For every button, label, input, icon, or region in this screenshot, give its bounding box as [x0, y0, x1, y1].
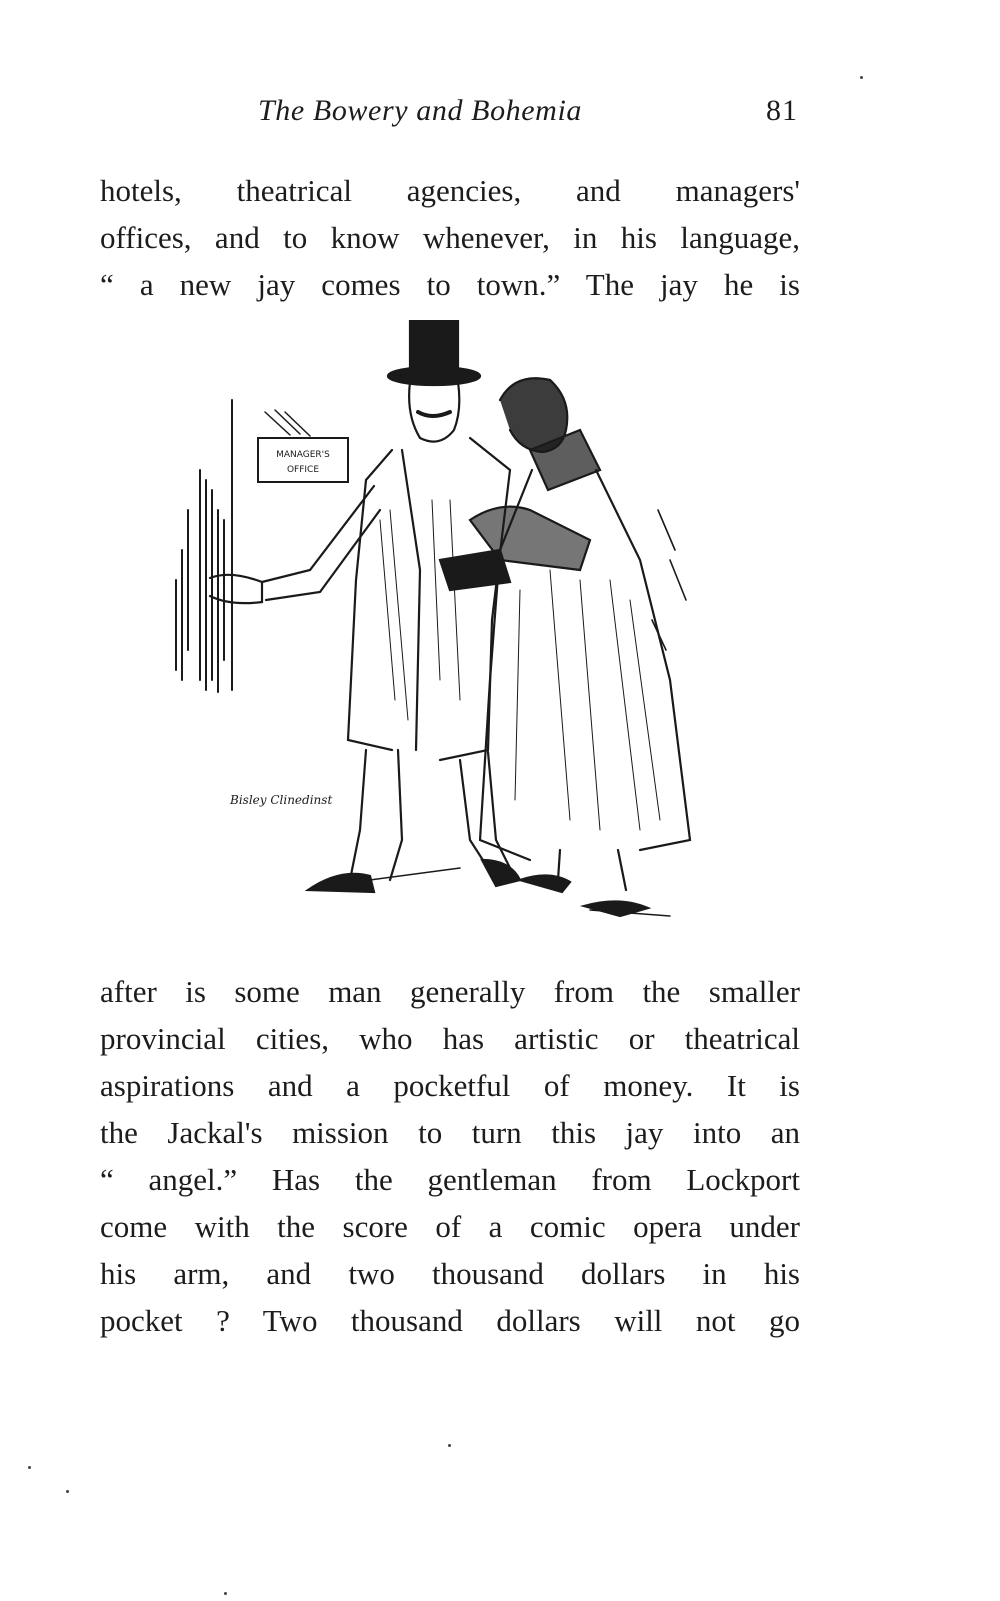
text-line: come with the score of a comic opera under	[100, 1209, 800, 1244]
scan-speck	[224, 1592, 227, 1595]
running-title: The Bowery and Bohemia	[258, 94, 582, 127]
text-line: hotels, theatrical agencies, and managers'	[100, 173, 800, 208]
scan-speck	[448, 1444, 451, 1447]
text-line: “ angel.” Has the gentleman from Lockport	[100, 1162, 800, 1197]
text-line: his arm, and two thousand dollars in his	[100, 1256, 800, 1291]
scan-speck	[66, 1490, 69, 1493]
sign-text-line1: MANAGER'S	[276, 450, 330, 460]
page-number: 81	[766, 94, 798, 127]
text-line: aspirations and a pocketful of money. It is	[100, 1068, 800, 1103]
scan-speck	[860, 76, 863, 79]
artist-signature: Bisley Clinedinst	[230, 793, 333, 807]
text-line: offices, and to know whenever, in his language,	[100, 220, 800, 255]
office-sign	[258, 410, 348, 482]
illustration-two-men-at-office-door	[170, 320, 730, 960]
text-line: “ a new jay comes to town.” The jay he is	[100, 267, 800, 302]
scan-speck	[28, 1466, 31, 1469]
running-head	[100, 94, 800, 138]
body-text-bottom	[100, 968, 800, 1344]
door-hatching	[176, 400, 232, 692]
man-in-long-coat	[440, 378, 690, 916]
text-line: after is some man generally from the smaller	[100, 974, 800, 1009]
text-line: the Jackal's mission to turn this jay into an	[100, 1115, 800, 1150]
text-line: provincial cities, who has artistic or theatrical	[100, 1021, 800, 1056]
body-text-top	[100, 167, 800, 308]
text-line: pocket ? Two thousand dollars will not go	[100, 1303, 800, 1338]
sign-text-line2: OFFICE	[286, 465, 320, 475]
